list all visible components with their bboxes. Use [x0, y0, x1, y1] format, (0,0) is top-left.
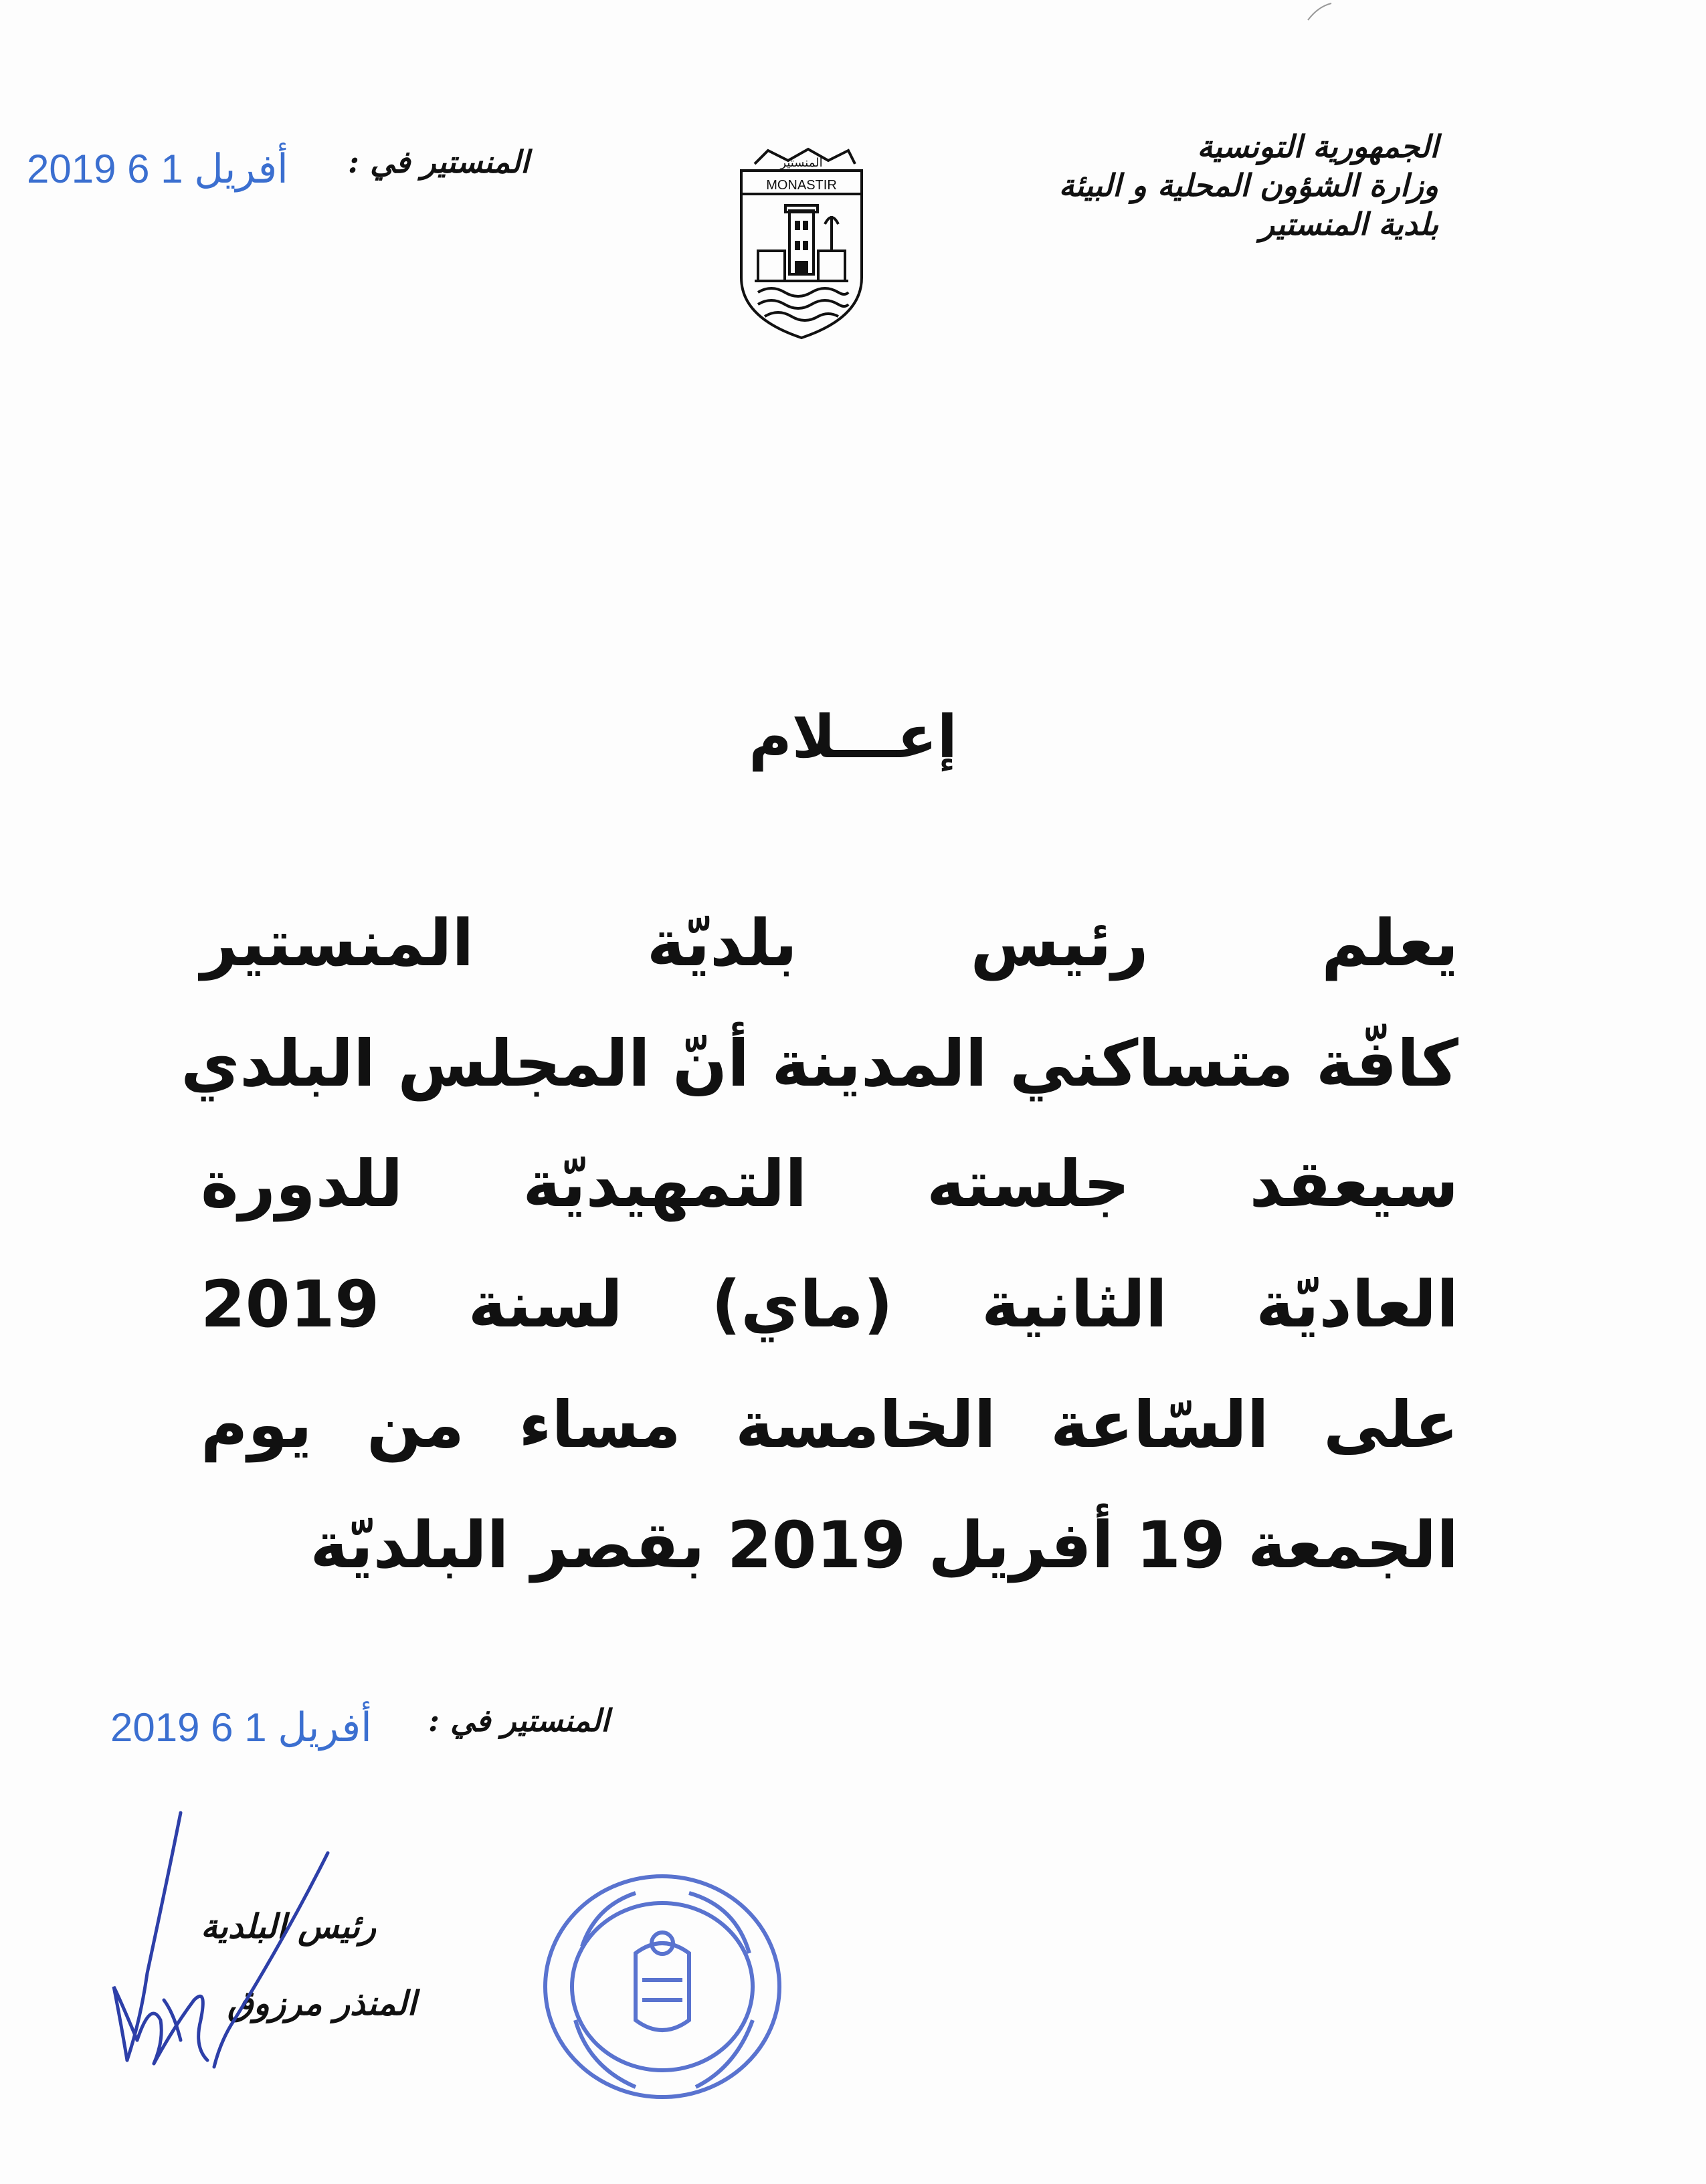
- top-place-label: المنستير في :: [348, 144, 529, 180]
- scan-mark: [1305, 0, 1345, 27]
- municipality-seal-stamp: [535, 1866, 789, 2107]
- signer-name: المنذر مرزوق: [227, 1983, 417, 2023]
- body-line: سيعقد جلسته التمهيديّة للدورة: [201, 1147, 1458, 1221]
- announcement-title: إعـــلام: [749, 702, 957, 771]
- handwritten-signature: [100, 1799, 341, 2080]
- announcement-body: [181, 883, 1458, 1605]
- body-line: كافّة متساكني المدينة أنّ المجلس البلدي: [181, 1026, 1458, 1101]
- body-line: العاديّة الثانية (ماي) لسنة 2019: [201, 1267, 1458, 1342]
- monastir-coat-of-arms-logo: [728, 144, 875, 344]
- bottom-date-stamp: 2019 أفريل 1 6: [110, 1705, 372, 1750]
- body-line: الجمعة 19 أفريل 2019 بقصر البلديّة: [310, 1508, 1458, 1583]
- header-municipality: بلدية المنستير: [1259, 206, 1438, 242]
- body-line: على السّاعة الخامسة مساء من يوم: [201, 1387, 1458, 1462]
- bottom-place-label: المنستير في :: [428, 1702, 609, 1739]
- body-line: يعلم رئيس بلديّة المنستير: [201, 906, 1458, 981]
- ministry-header: [1059, 127, 1438, 243]
- header-ministry: وزارة الشؤون المحلية و البيئة: [1058, 167, 1438, 203]
- logo-arabic-text: المنستير: [780, 156, 823, 170]
- signer-title: رئيس البلدية: [201, 1906, 377, 1946]
- top-date-stamp: 2019 أفريل 1 6: [27, 146, 288, 191]
- logo-text: MONASTIR: [766, 178, 837, 193]
- header-republic: الجمهورية التونسية: [1197, 128, 1438, 165]
